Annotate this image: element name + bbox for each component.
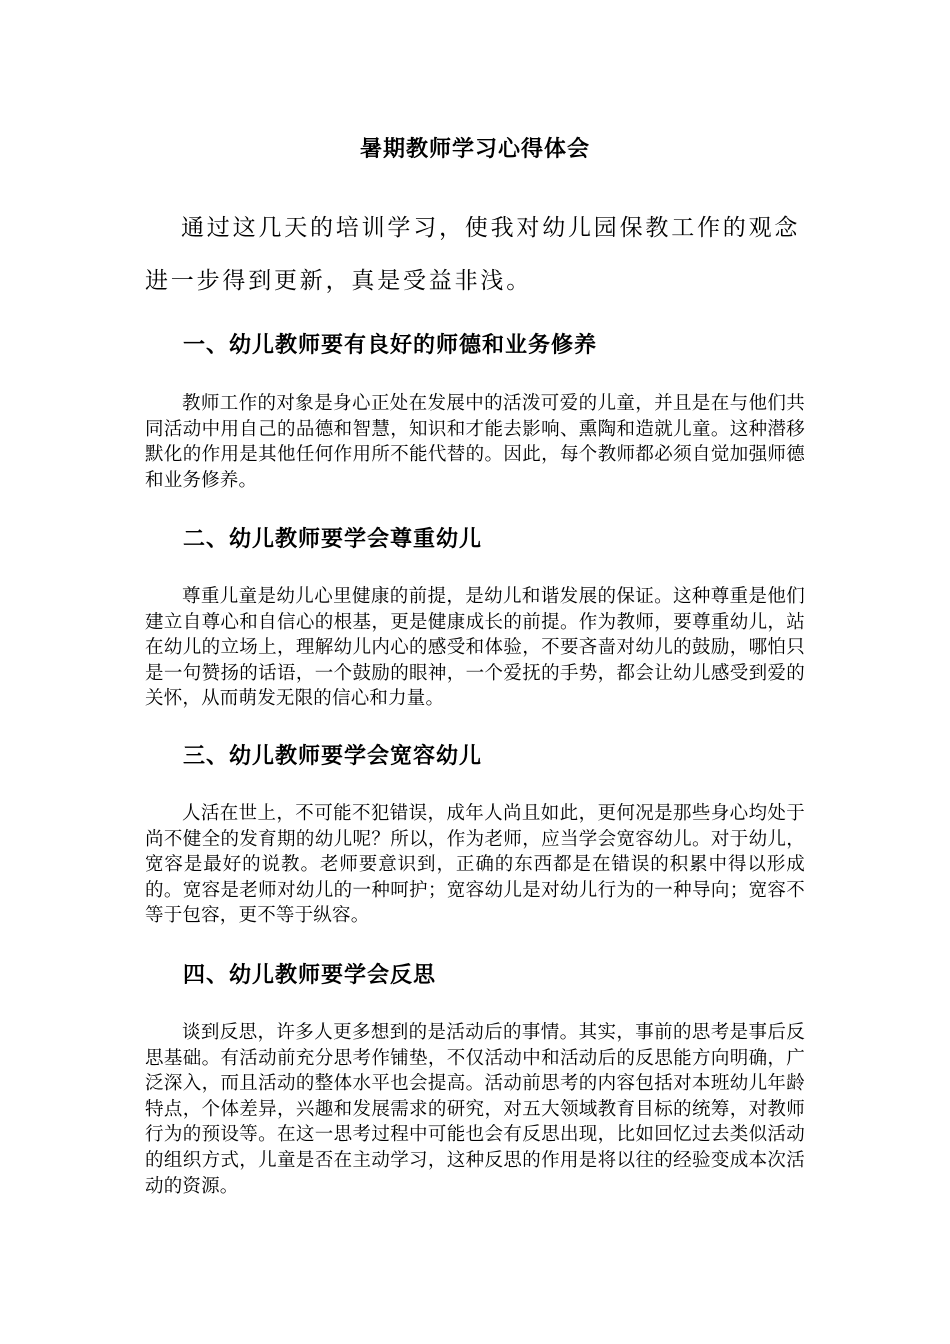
section-heading-4: 四、幼儿教师要学会反思 [183,962,437,988]
section-body-3: 人活在世上，不可能不犯错误，成年人尚且如此，更何况是那些身心均处于尚不健全的发育期的幼儿呢？所以，作为老师，应当学会宽容幼儿。对于幼儿，宽容是最好的说教。老师要意识到，正确的东西都是在错误的积累中得以形成的。宽容是老师对幼儿的一种呵护；宽容幼儿是对幼儿行为的一种导向；宽容不等于包容，更不等于纵容。 [145,803,805,927]
section-body-2: 尊重儿童是幼儿心里健康的前提，是幼儿和谐发展的保证。这种尊重是他们建立自尊心和自信心的根基，更是健康成长的前提。作为教师，要尊重幼儿，站在幼儿的立场上，理解幼儿内心的感受和体验，不要吝啬对幼儿的鼓励，哪怕只是一句赞扬的话语，一个鼓励的眼神，一个爱抚的手势，都会让幼儿感受到爱的关怀，从而萌发无限的信心和力量。 [145,586,805,710]
section-body-1: 教师工作的对象是身心正处在发展中的活泼可爱的儿童，并且是在与他们共同活动中用自己的品德和智慧，知识和才能去影响、熏陶和造就儿童。这种潜移默化的作用是其他任何作用所不能代替的。因此，每个教师都必须自觉加强师德和业务修养。 [145,393,805,491]
intro-paragraph: 通过这几天的培训学习，使我对幼儿园保教工作的观念进一步得到更新，真是受益非浅。 [145,215,801,294]
section-body-4: 谈到反思，许多人更多想到的是活动后的事情。其实，事前的思考是事后反思基础。有活动前充分思考作铺垫，不仅活动中和活动后的反思能方向明确，广泛深入，而且活动的整体水平也会提高。活动前思考的内容包括对本班幼儿年龄特点，个体差异，兴趣和发展需求的研究，对五大领域教育目标的统筹，对教师行为的预设等。在这一思考过程中可能也会有反思出现，比如回忆过去类似活动的组织方式，儿童是否在主动学习，这种反思的作用是将以往的经验变成本次活动的资源。 [145,1022,805,1197]
section-heading-2: 二、幼儿教师要学会尊重幼儿 [183,526,483,552]
document-title: 暑期教师学习心得体会 [359,136,590,162]
section-heading-1: 一、幼儿教师要有良好的师德和业务修养 [183,332,598,358]
section-heading-3: 三、幼儿教师要学会宽容幼儿 [183,743,483,769]
